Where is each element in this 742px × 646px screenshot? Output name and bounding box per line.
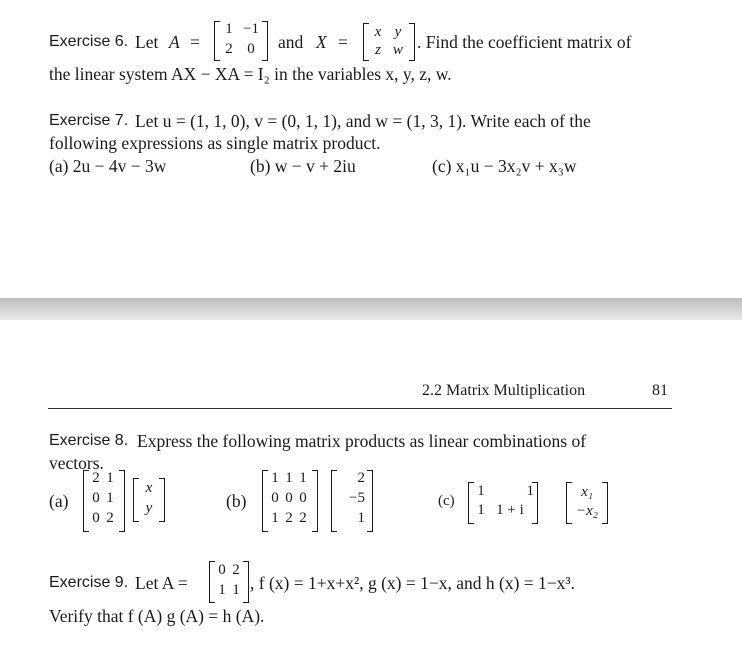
ex7-line1: Let u = (1, 1, 0), v = (0, 1, 1), and w = (1, 3, 1). Write each of the [135,111,591,131]
ex9-line2: Verify that f (A) g (A) = h (A). [49,606,265,626]
ex7-part-b: (b) w − v + 2iu [250,156,356,176]
ex6-A: A [169,32,180,52]
ex6-line2: the linear system AX − XA = I₂ in the variables x, y, z, w. [49,64,452,84]
running-header-section: 2.2 Matrix Multiplication [422,382,586,399]
ex9-rest: , f (x) = 1+x+x², g (x) = 1−x, and h (x) = 1−x³. [250,573,576,593]
ex8-c-matrix-1: 1 1 1 1 + i [468,482,538,524]
ex7-part-c: (c) x₁u − 3x₂v + x₃w [432,156,577,176]
ex6-matrix-A: 1 −1 2 0 [214,21,268,61]
exercise-7-label: Exercise 7. [49,112,129,129]
ex9-matrix-A: 0 2 1 1 [209,561,249,603]
ex6-and: and [278,32,304,52]
ex8-b-matrix-2: 2 −5 1 [331,470,373,532]
page-separator [0,298,742,320]
ex6-let: Let [135,32,159,52]
exercise-9-label: Exercise 9. [49,574,129,591]
ex8-a-matrix-1: 2 1 0 1 0 2 [83,470,125,532]
ex7-line2: following expressions as single matrix product. [49,133,381,153]
exercise-8-label: Exercise 8. [49,432,129,449]
exercise-6-label: Exercise 6. [49,33,129,50]
ex8-c-matrix-2: x₁ −x₂ [566,482,608,524]
ex6-matrix-X: x y z w [363,23,415,61]
ex8-line2: vectors. [49,453,104,473]
ex6-find-text: . Find the coefficient matrix of [417,32,632,52]
ex9-let: Let A = [135,573,188,593]
ex6-eq1: = [190,32,200,52]
ex6-X: X [316,32,327,52]
ex8-a-matrix-2: x y [133,478,165,522]
ex8-b-label: (b) [226,491,247,511]
page-number: 81 [652,382,668,399]
ex7-part-a: (a) 2u − 4v − 3w [49,156,167,176]
ex8-line1: Express the following matrix products as linear combinations of [137,431,587,451]
ex8-c-label: (c) [438,493,455,509]
ex6-eq2: = [338,32,348,52]
ex8-b-matrix-1: 1 1 1 0 0 0 1 2 2 [262,470,318,532]
header-rule [48,408,672,409]
ex8-a-label: (a) [49,491,69,511]
